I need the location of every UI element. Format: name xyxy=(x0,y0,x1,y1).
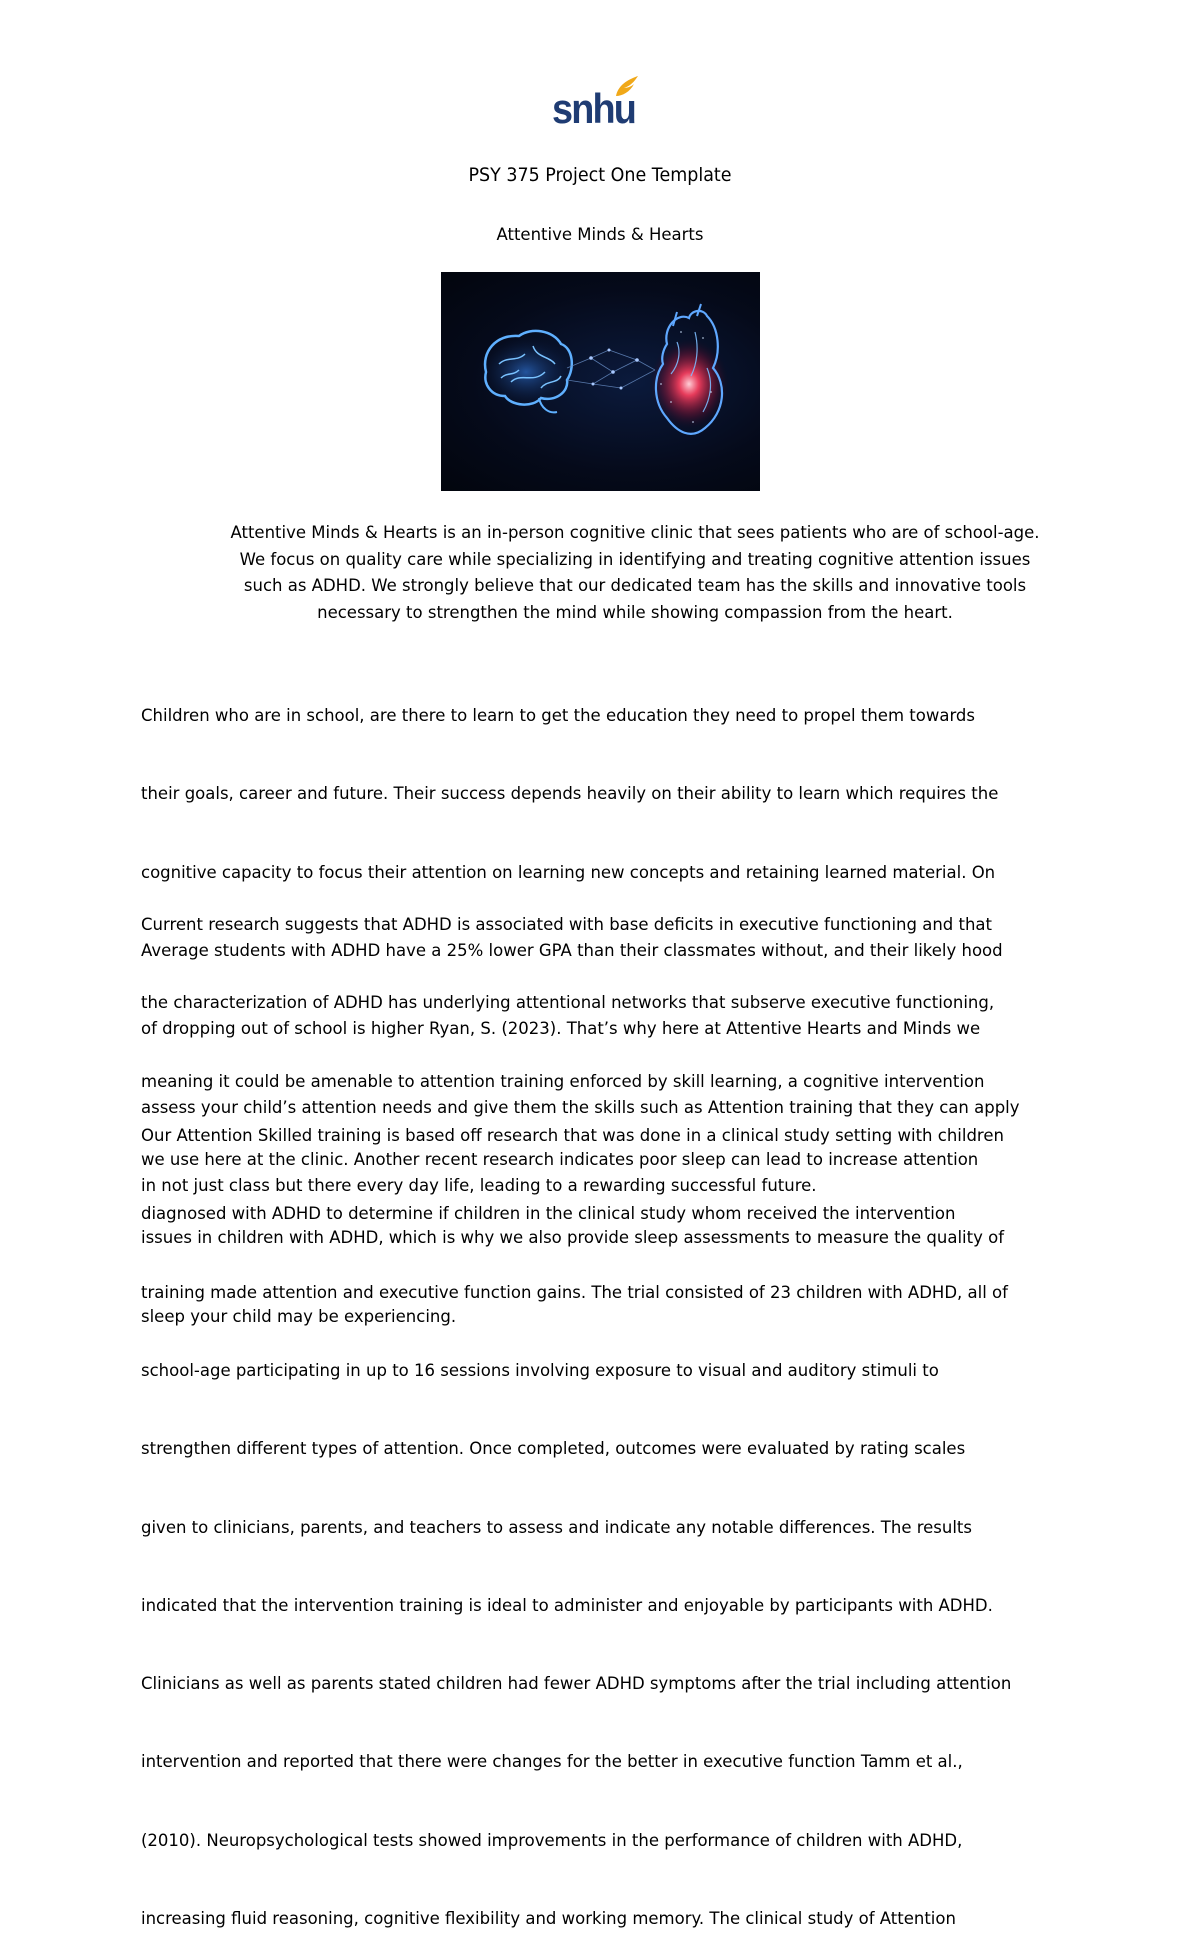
paragraph-line: given to clinicians, parents, and teachers to assess and indicate any notable differences. The results xyxy=(141,1517,973,1537)
paragraph-line: sleep your child may be experiencing. xyxy=(141,1306,457,1326)
brain-heart-illustration xyxy=(441,272,760,491)
paragraph-line: in not just class but there every day life, leading to a rewarding successful future. xyxy=(141,1175,817,1195)
paragraph-line: meaning it could be amenable to attention training enforced by skill learning, a cognitive intervention xyxy=(141,1071,985,1091)
paragraph-line: Our Attention Skilled training is based off research that was done in a clinical study setting with children xyxy=(141,1126,1004,1146)
paragraph-line: Children who are in school, are there to learn to get the education they need to propel them towards xyxy=(141,706,976,726)
paragraph-line: the characterization of ADHD has underlying attentional networks that subserve executive functioning, xyxy=(141,993,995,1013)
paragraph-line: of dropping out of school is higher Ryan, S. (2023). That’s why here at Attentive Hearts and Minds we xyxy=(141,1019,981,1039)
paragraph-line: their goals, career and future. Their success depends heavily on their ability to learn which requires the xyxy=(141,784,999,804)
paragraph-line: diagnosed with ADHD to determine if children in the clinical study whom received the intervention xyxy=(141,1204,956,1224)
paragraph-line: assess your child’s attention needs and give them the skills such as Attention training that they can apply xyxy=(141,1097,1020,1117)
paragraph-line: (2010). Neuropsychological tests showed improvements in the performance of children with ADHD, xyxy=(141,1830,963,1850)
paragraph-line: intervention and reported that there were changes for the better in executive function Tamm et al., xyxy=(141,1752,963,1772)
document-subtitle: Attentive Minds & Hearts xyxy=(496,225,704,244)
paragraph-line: school-age participating in up to 16 sessions involving exposure to visual and auditory stimuli to xyxy=(141,1361,939,1381)
paragraph-line: Average students with ADHD have a 25% lower GPA than their classmates without, and their likely hood xyxy=(141,941,1003,961)
paragraph-line: increasing fluid reasoning, cognitive flexibility and working memory. The clinical study of Attention xyxy=(141,1909,956,1928)
intro-line: Attentive Minds & Hearts is an in-person cognitive clinic that sees patients who are of school-age. xyxy=(230,523,1040,542)
paragraph-line: indicated that the intervention training is ideal to administer and enjoyable by participants with ADHD. xyxy=(141,1595,993,1615)
intro-line: necessary to strengthen the mind while showing compassion from the heart. xyxy=(317,602,953,622)
intro-paragraph xyxy=(150,520,1120,626)
paragraph-line: strengthen different types of attention. Once completed, outcomes were evaluated by rating scales xyxy=(141,1439,966,1459)
paragraph-line: issues in children with ADHD, which is why we also provide sleep assessments to measure the quality of xyxy=(141,1228,1005,1248)
paragraph-3 xyxy=(141,1071,1071,1958)
snhu-logo xyxy=(552,74,642,132)
paragraph-line: Clinicians as well as parents stated children had fewer ADHD symptoms after the trial including attention xyxy=(141,1674,1012,1694)
paragraph-line: cognitive capacity to focus their attention on learning new concepts and retaining learned material. On xyxy=(141,862,996,882)
intro-line: such as ADHD. We strongly believe that our dedicated team has the skills and innovative tools xyxy=(243,576,1027,596)
paragraph-line: Current research suggests that ADHD is associated with base deficits in executive functioning and that xyxy=(141,915,993,935)
brain-heart-image xyxy=(441,272,760,491)
intro-line: We focus on quality care while specializing in identifying and treating cognitive attention issues xyxy=(239,549,1031,569)
paragraph-line: training made attention and executive function gains. The trial consisted of 23 children with ADHD, all of xyxy=(141,1282,1008,1302)
logo-wordmark: snhu xyxy=(552,85,636,132)
document-title: PSY 375 Project One Template xyxy=(468,164,732,186)
paragraph-line: we use here at the clinic. Another recent research indicates poor sleep can lead to increase attention xyxy=(141,1150,979,1170)
